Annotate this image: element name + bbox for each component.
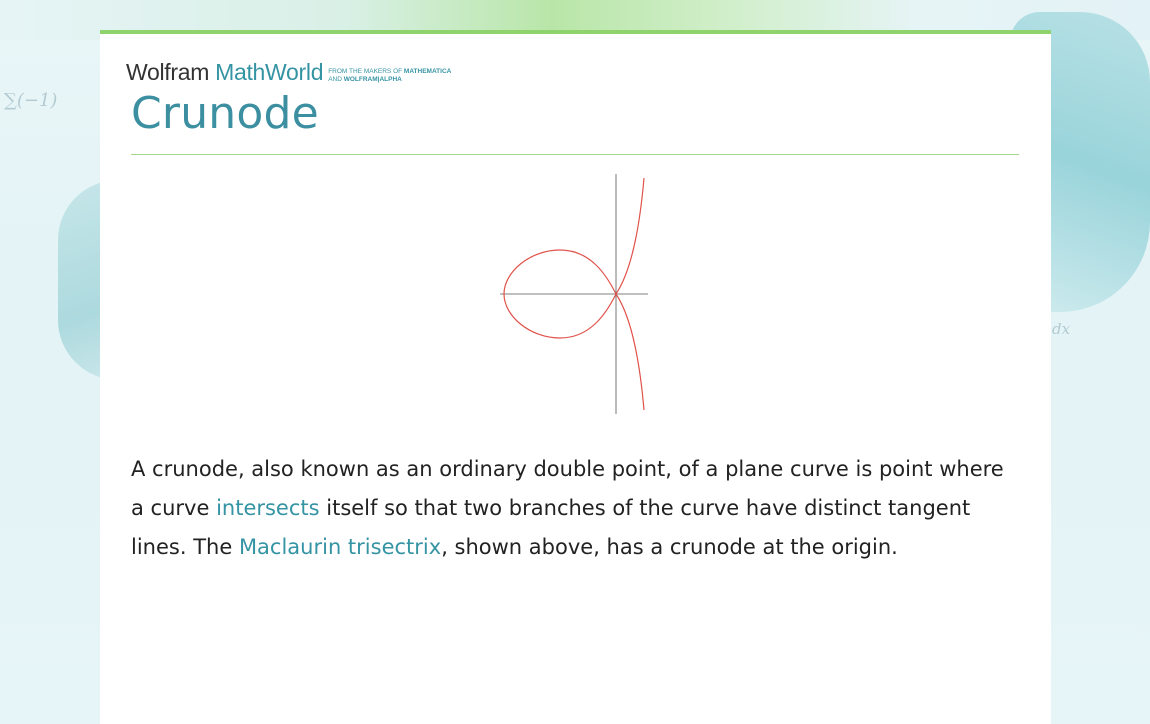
- paragraph-text-3: , shown above, has a crunode at the origin.: [441, 535, 898, 559]
- logo-wolfram-text: Wolfram: [126, 59, 210, 85]
- page-title: Crunode: [131, 88, 319, 139]
- decorative-formula: dx: [1052, 320, 1071, 338]
- article-paragraph: [131, 450, 1011, 567]
- curve-branch-upper: [616, 178, 644, 294]
- curve-branch-lower: [616, 294, 644, 410]
- link-intersects[interactable]: intersects: [216, 496, 320, 520]
- mathworld-logo[interactable]: [126, 60, 451, 86]
- tagline-line1: FROM THE MAKERS OF: [328, 68, 403, 75]
- tagline-line1-bold: MATHEMATICA: [403, 68, 452, 75]
- link-maclaurin-trisectrix[interactable]: Maclaurin trisectrix: [238, 535, 442, 559]
- logo-mathworld-text: MathWorld: [215, 59, 324, 85]
- title-divider: [131, 154, 1019, 155]
- paragraph-text-2: itself so that two branches of the curve have distinct tangent lines. The: [131, 496, 971, 559]
- tagline-line2-bold: WOLFRAM|ALPHA: [343, 75, 402, 83]
- decorative-formula: ∑(−1): [4, 90, 58, 111]
- tagline-line2: AND: [328, 75, 342, 83]
- paragraph-text-1: A crunode, also known as an ordinary double point, of a plane curve is point where a curve: [131, 457, 1004, 520]
- logo-tagline: [328, 68, 451, 83]
- trisectrix-figure: [500, 174, 650, 414]
- content-card: [100, 30, 1051, 724]
